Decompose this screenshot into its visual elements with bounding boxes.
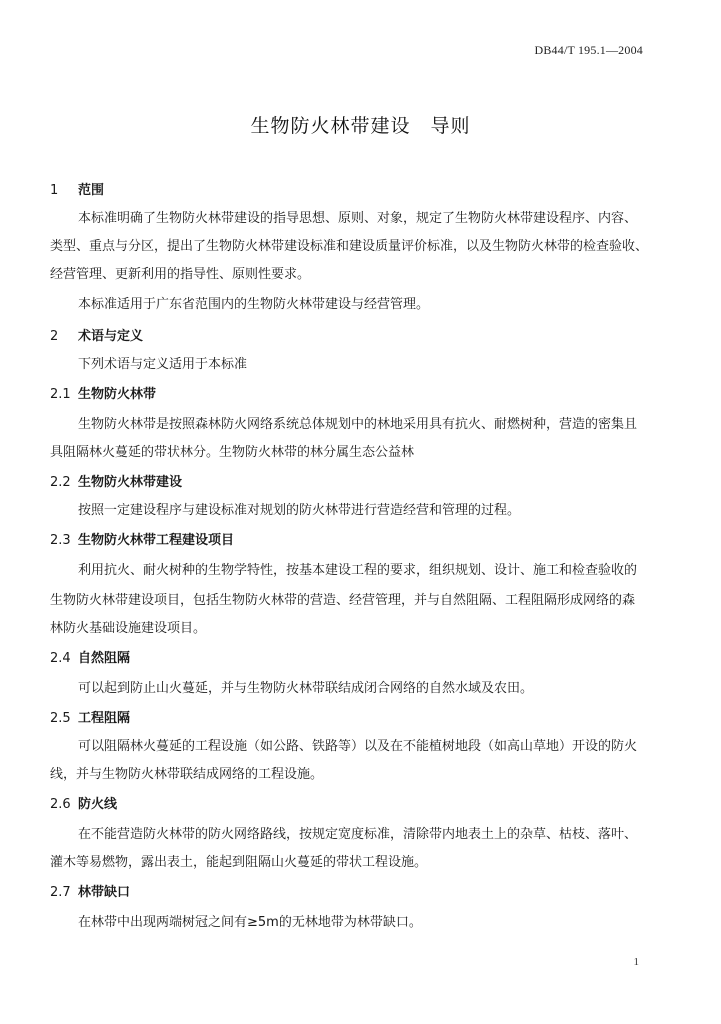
paragraph-line: 下列术语与定义适用于本标准	[78, 357, 248, 372]
section-heading-2-3: 2.3 生物防火林带工程建设项目	[50, 533, 235, 548]
section-heading-2-4: 2.4 自然阻隔	[50, 651, 131, 666]
section-heading-1: 1 范围	[50, 183, 105, 198]
paragraph-line: 本标准明确了生物防火林带建设的指导思想、原则、对象，规定了生物防火林带建设程序、内容、	[78, 211, 638, 226]
paragraph-line: 在林带中出现两端树冠之间有≥5m的无林地带为林带缺口。	[78, 915, 422, 930]
section-heading-2-1: 2.1 生物防火林带	[50, 387, 157, 402]
paragraph-line: 线，并与生物防火林带联结成网络的工程设施。	[50, 767, 324, 782]
paragraph-line: 本标准适用于广东省范围内的生物防火林带建设与经营管理。	[78, 297, 430, 312]
section-heading-2-2: 2.2 生物防火林带建设	[50, 475, 183, 490]
section-heading-2-7: 2.7 林带缺口	[50, 885, 131, 900]
paragraph-line: 生物防火林带建设项目，包括生物防火林带的营造、经营管理，并与自然阻隔、工程阻隔形成网络的森	[50, 593, 636, 608]
paragraph-line: 生物防火林带是按照森林防火网络系统总体规划中的林地采用具有抗火、耐燃树种，营造的密集且	[78, 417, 638, 432]
standard-code: DB44/T 195.1—2004	[534, 43, 643, 57]
section-heading-2-5: 2.5 工程阻隔	[50, 711, 131, 726]
paragraph-line: 在不能营造防火林带的防火网络路线，按规定宽度标准，清除带内地表土上的杂草、枯枝、落叶、	[78, 827, 638, 842]
paragraph-line: 利用抗火、耐火树种的生物学特性，按基本建设工程的要求，组织规划、设计、施工和检查验收的	[78, 563, 638, 578]
paragraph-line: 可以起到防止山火蔓延，并与生物防火林带联结成闭合网络的自然水域及农田。	[78, 681, 534, 696]
paragraph-line: 可以阻隔林火蔓延的工程设施（如公路、铁路等）以及在不能植树地段（如高山草地）开设的防火	[78, 739, 638, 754]
page-number: 1	[633, 956, 639, 968]
paragraph-line: 具阻隔林火蔓延的带状林分。生物防火林带的林分属生态公益林	[50, 445, 415, 460]
section-heading-2: 2 术语与定义	[50, 329, 144, 344]
paragraph-line: 经营管理、更新利用的指导性、原则性要求。	[50, 267, 311, 282]
paragraph-line: 类型、重点与分区，提出了生物防火林带建设标准和建设质量评价标准，以及生物防火林带的检查验收、	[50, 239, 649, 254]
paragraph-line: 按照一定建设程序与建设标准对规划的防火林带进行营造经营和管理的过程。	[78, 503, 521, 518]
paragraph-line: 灌木等易燃物，露出表土，能起到阻隔山火蔓延的带状工程设施。	[50, 855, 428, 870]
document-title: 生物防火林带建设 导则	[250, 115, 471, 137]
section-heading-2-6: 2.6 防火线	[50, 797, 118, 812]
paragraph-line: 林防火基础设施建设项目。	[50, 621, 207, 636]
